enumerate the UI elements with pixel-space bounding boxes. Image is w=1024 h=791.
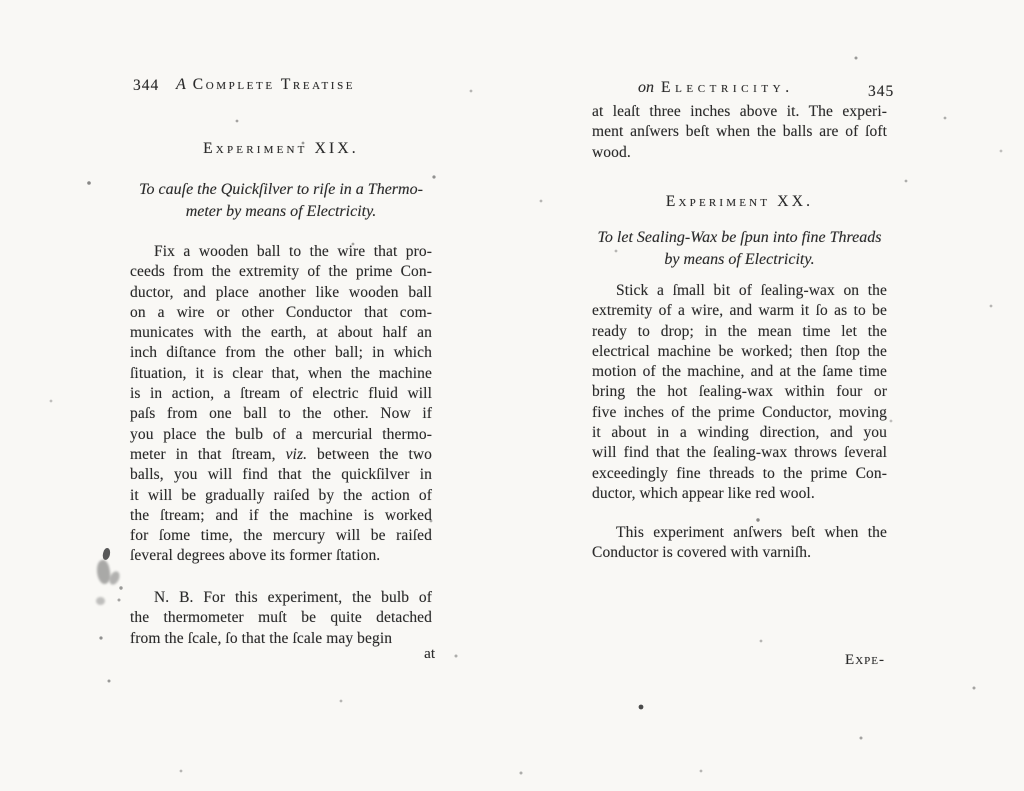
experiment-xix-title [121,179,441,223]
ink-smudge [102,547,112,560]
text-line: you place the bulb of a mercurial thermo- [130,425,432,443]
text-line: inch diſtance from the other ball; in which [130,344,432,362]
text-line: is in action, a ſtream of electric fluid will [130,385,432,403]
text-line: ceeds from the extremity of the prime Con- [130,263,432,281]
text-line: To let Sealing-Wax be ſpun into fine Threads [597,229,882,246]
text-line: paſs from one ball to the other. Now if [130,405,432,423]
text-line: motion of the machine, and at the ſame time [592,363,887,381]
text-line: bring the hot ſealing-wax within four or [592,383,887,401]
text-line: Stick a ſmall bit of ſealing-wax on the [616,282,887,299]
experiment-xx-heading: Experiment XX. [665,193,814,210]
right-running-title [638,79,794,97]
text-line: Conductor is covered with varniſh. [592,544,812,562]
text-line: from the ſcale, ſo that the ſcale may begin [130,629,393,647]
text-line: ſeveral degrees above its former ſtation. [130,547,381,565]
text-line: the ſtream; and if the machine is worked [130,506,432,524]
running-title-lead: on [638,79,654,96]
text-line: This experiment anſwers beſt when the [616,524,887,541]
left-page-number: 344 [133,77,160,94]
text-line: electrical machine be worked; then ſtop the [592,342,887,360]
text-line: extremity of a wire, and warm it ſo as to be [592,302,887,320]
running-title-text: Electricity. [661,79,794,96]
experiment-xix-heading: Experiment XIX. [203,140,359,157]
text-line: Fix a wooden ball to the wire that pro- [154,243,432,260]
experiment-xx-closing-paragraph [592,523,887,564]
text-line: meter by means of Electricity. [185,203,377,220]
scan-specks [0,0,2,2]
left-running-title [176,76,355,94]
text-line: N. B. For this experiment, the bulb of [154,589,432,606]
text-line: exceedingly fine threads to the prime Con- [592,464,887,482]
text-line: five inches of the prime Conductor, moving [592,403,887,421]
text-line: wood. [592,143,631,161]
right-page-number: 345 [868,83,895,100]
text-line: meter in that ſtream, viz. between the two [130,445,432,463]
text-line: it about in a winding direction, and you [592,424,887,442]
nota-bene-paragraph [130,588,432,649]
text-line: will find that the ſealing-wax throws ſeveral [592,444,887,462]
text-line: at leaſt three inches above it. The experi- [592,103,887,120]
right-catchword: Expe- [845,652,885,668]
text-line: ſituation, it is clear that, when the machine [130,364,432,382]
text-line: for ſome time, the mercury will be raiſed [130,527,432,545]
experiment-xix-paragraph [130,242,432,567]
running-title-text: Complete Treatise [192,76,356,93]
text-line: it will be gradually raiſed by the action of [130,486,432,504]
text-line: balls, you will find that the quickſilver in [130,466,432,484]
text-line: To cauſe the Quickſilver to riſe in a Thermo- [139,181,423,198]
text-line: on a wire or other Conductor that com- [130,303,432,321]
text-line: ductor, and place another like wooden ball [130,283,432,301]
experiment-xx-paragraph [592,281,887,504]
text-line: by means of Electricity. [664,251,815,268]
text-line: municates with the earth, at about half an [130,324,432,342]
text-line: ductor, which appear like red wool. [592,484,815,502]
text-line: ready to drop; in the mean time let the [592,322,887,340]
experiment-xx-title [584,227,895,271]
text-line: ment anſwers beſt when the balls are of ſoft [592,123,887,141]
ink-smudge [96,597,105,605]
running-title-lead: A [176,76,186,93]
experiment-xix-continuation [592,102,887,163]
text-line: the thermometer muſt be quite detached [130,609,432,627]
left-catchword: at [424,646,435,662]
